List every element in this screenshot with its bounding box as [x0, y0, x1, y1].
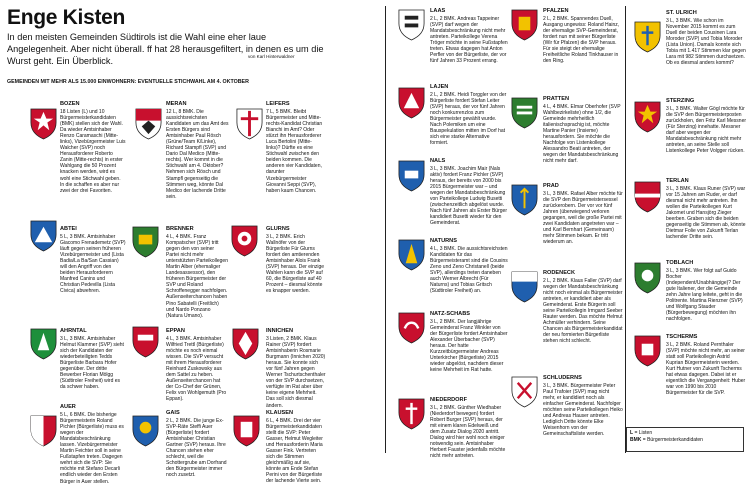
- entry-title: BRENNER: [166, 226, 194, 232]
- legend-value: = Bürgermeisterkandidaten: [642, 437, 703, 443]
- entry-text: 2 L, 2 BMK. Die junge Ex-SVP-Räte Steffi Auer (Bürgerliste) fordert Amtsinhaber Christian Gartner (SVP) heraus. Ihre Chancen stehen eher schlecht, weil die Schottergrube am Dorfrand den Bürgermeister immer noch zusetzt.: [166, 417, 227, 479]
- crest-leifers-icon: [235, 107, 264, 140]
- entry-text: 3 L, 3 BMK. Wie schon im November 2015 kommt es zum Duell der beiden Cousinen Lara Moroder (SVP) und Tobia Moroder (Lista Union). Damals konnte sich Tobia mit 1.417 Stimmen klar gegen Lara mit 982 Stimmen durchsetzen. Ob es diesmal anders kommt?: [666, 17, 746, 67]
- entry-pfalzen: [543, 8, 623, 92]
- entry-text: 4 L, 3 BMK. Amtsinhaber Wilfried Trettl (Bürgerliste) möchte es noch einmal wissen. Die SVP versucht mit ihrem Herausforderer Reinhard Zuskowsky aus dem Sattel zu heben. Außenseiterchancen hat der Co-Chef der Grünen, Felix von Wohlgemuth (Pro Eppan).: [166, 335, 227, 403]
- entry-text: 3 L, 3 BMK. Wer folgt auf Guido Bocher (Independent/Unabhängige)? Der gute Italiener, der die Gemeinde zehn Jahre lang leitete, geht in die Politrente. Martina Rienzner (SVP) und Wolfgang Stauder (Bürgerbewegung) möchten ihn nachfolgen.: [666, 267, 743, 323]
- entry-text: 5 L, 3 BMK. Amtsinhaber Giacomo Frenademetz (SVP) läuft gegen seinen früheren Vizebürgermeister und (Lista Badia/La Ba/San Cassian) will den Angriff von den beiden Herausforderern Manfred Canins und Christian Pedevilla (Lista Civica) abwehren.: [60, 233, 126, 295]
- entry-bozen: [60, 101, 126, 194]
- crest-tscherms-icon: [633, 334, 662, 367]
- entry-text: 3 L, 2 BMK. Roland Pernthaler (SVP) möchte nicht mehr, an seiner statt soll Parteikollegin Astrid Kuprian Bürgermeisterin werden. Kurt Hutner von Zukunft Tscherms hat etwas dagegen. Dabei ist er eigentlich die Vergangenheit: Huber war von 1990 bis 2010 Bürgermeister für die SVP.: [666, 341, 746, 397]
- entry-innichen: [266, 328, 326, 408]
- entry-title: MERAN: [166, 101, 187, 107]
- entry-leifers: [266, 101, 326, 216]
- entry-terlan: [666, 178, 747, 258]
- entry-title: TSCHERMS: [666, 334, 698, 340]
- crest-brenner-icon: [131, 225, 160, 258]
- entry-title: EPPAN: [166, 328, 185, 334]
- entry-naturns: [430, 238, 508, 308]
- entry-title: GLURNS: [266, 226, 290, 232]
- crest-toblach-icon: [633, 261, 662, 294]
- column-divider: [625, 6, 626, 453]
- entry-nals: [430, 158, 508, 236]
- crest-meran-icon: [134, 107, 163, 140]
- entry-text: 3 Listen, 2 BMK. Klaus Rainer (SVP) fordert Amtsinhaberin Rosmarie Burgmann (Innichen 2020) heraus. Sie konnte sich vor fünf Jahren gegen Werner Tschurtschenthaler von der SVP durchsetzen, verfügte im Rat aber über keine eigene Mehrheit. Das soll sich diesmal ändern.: [266, 335, 326, 409]
- crest-pfatten-icon: [510, 96, 539, 129]
- crest-nals-icon: [397, 159, 426, 192]
- crest-lajen-icon: [397, 86, 426, 119]
- entry-text: 3 L, 3 BMK. Walter Gögl möchte für die SVP den Bürgermeisterposten zurückholen, den Fritz Karl Messner (Für Sterzing) innehatte. Messner darf aber wegen der Mandatsbeschränkung nicht mehr antreten, an seine Stelle soll Listenkollege Peter Volgger rücken.: [666, 105, 747, 155]
- entry-title: LAAS: [430, 8, 446, 14]
- entry-title: TOBLACH: [666, 260, 694, 266]
- crest-auer-icon: [29, 414, 58, 447]
- legend-box: [626, 427, 744, 452]
- section-subhead: GEMEINDEN MIT MEHR ALS 15.000 EINWOHNERN: EVENTUELLE STICHWAHL AM 4. OKTOBER: [7, 79, 249, 85]
- entry-title: NATURNS: [430, 238, 457, 244]
- crest-bozen-icon: [29, 107, 58, 140]
- entry-lajen: [430, 84, 508, 156]
- crest-ahrntal-icon: [29, 327, 58, 360]
- entry-glurns: [266, 226, 326, 322]
- entry-text: 3 L, 3 BMK. Bürgermeister Peter Paul Trafoier (SVP) mag nicht mehr, er kandidiert noch als einfacher Gemeinderat. Nachfolger möchten seine Parteikollegen Heiko und Andreas Hauser antreten. Lediglich Dritte könnte Elke Weisenhorn von der Gemeinschaftsliste werden.: [543, 382, 623, 438]
- crest-eppan-icon: [131, 325, 160, 358]
- entry-rodeneck: [543, 270, 623, 371]
- entry-text: 3 L, 3 BMK. Amtsinhaber Helmut Klammer (SVP) sieht sich der Kandidaten der wiederbeteiligten Tedds Bürgerliste Barbara Hofer gegenüber. Der dritte Bewerber Florian Mölgg (Südtiroler Freiheit) wird es da schwer haben.: [60, 335, 124, 391]
- entry-title: STERZING: [666, 98, 695, 104]
- entry-klausen: [266, 410, 326, 485]
- crest-innichen-icon: [231, 327, 260, 360]
- crest-natz-schabs-icon: [397, 311, 426, 344]
- entry-text: 5 L, 6 BMK. Die bisherige Bürgermeisterin Roland Pichler (Bürgerliste) muss es wegen der Mandatsbeschränkung lassen. Vizebürgermeister Martin Feichter soll in seine Fußstapfen treten. Dagegen wehrt sich die SVP: Sie möchte mit Stefano Decarli endlich wieder den Ersten Bürger in Auer stellen.: [60, 411, 124, 485]
- entry-brenner: [166, 226, 228, 322]
- entry-title: PRATTEN: [543, 96, 569, 102]
- entry-title: BOZEN: [60, 101, 80, 107]
- entry-text: 2 L, 2 BMK. Spannendes Duell, Ausgang ungewiss: Roland Hainz, der ehemalige SVP-Gemeinderat, fordert nun mit seiner Bürgerliste (Wir für Pfalzen) die SVP heraus. Für sie steigt der ehemalige Freiheitliche Roland Tinkhauser in den Ring.: [543, 15, 620, 65]
- entry-prad: [543, 183, 623, 267]
- entry-text: 7 L, 5 BMK. Bleibt Bürgermeister und Mitte-rechts-Kandidat Christian Bianchi im Amt? Oder stürzt ihn Herausforderer Luca Bertolini (Mitte-links)? Dürfte es eine Stichwahl zwischen den beiden kommen. Die anderen vier Kandidaten, darunter Vizebürgermeister Giovanni Seppi (SVP), haben kaum Chancen.: [266, 108, 323, 194]
- crest-pfalzen-icon: [510, 8, 539, 41]
- entry-text: 3 L, 2 BMK. Günther Wiedhaber (Niederdorf bewegen) fordert Robert Burger (SVP) heraus, der mit einem klaren Edelweiß und dem Zusatz Dialog 2020 antritt. Dialog wird hier wohl noch einiger notwendig sein. Amtsinhaber Herbert Fauster jedenfalls möchte nicht mehr antreten.: [430, 404, 506, 460]
- crest-gais-icon: [131, 414, 160, 447]
- entry-text: 2 L, 2 BMK. Andreas Tappeiner (SVP) darf wegen der Mandatsbeschränkung nicht mehr antreten. Parteikollege Verena Tröger möchte in seine Fußstapfen treten. Etwas dagegen hat Anton Perfler von der Bürgerliste, der vor fünf Jahren 33 Prozent errang.: [430, 15, 508, 65]
- legend-row: [630, 430, 740, 437]
- entry-tscherms: [666, 334, 747, 424]
- entry-title: ST. ULRICH: [666, 10, 697, 16]
- entry-abtei: [60, 226, 126, 322]
- crest-glurns-icon: [230, 224, 259, 257]
- crest-terlan-icon: [633, 180, 662, 213]
- entry-title: INNICHEN: [266, 328, 294, 334]
- entry-text: 3 L, 2 BMK. Der langjährige Gemeinderat Franz Winkler von der Bürgerliste fordert Amtsinhaber Alexander Überbacher (SVP) heraus. Der hatte Kurzzeitbürgermeister Andreas Unterkircher (Bürgerliste) 2015 wieder abgelöst, nachdem dieser keine Mehrheit im Rat hatte.: [430, 318, 508, 374]
- crest-sterzing-icon: [633, 100, 662, 133]
- entry-text: 4 L, 3 BMK. Die aussichtsreichsten Kandidaten für das Bürgermeisteramt sind die Cousins Zeno und Zeno Christanell (beide SVP), allerdings treten daneben auch Werner Albrecht (Für Naturns) und Tobias Gritsch (Südtiroler Freiheit) an.: [430, 245, 508, 295]
- entry-auer: [60, 404, 126, 485]
- entry-niederdorf: [430, 397, 508, 460]
- legend-row: [630, 437, 740, 444]
- entry-schluderns: [543, 375, 623, 454]
- entry-sterzing: [666, 98, 747, 176]
- entry-st-ulrich: [666, 10, 747, 96]
- entry-text: 4 L, 4 BMK. Elmar Oberhofer (SVP Wahlbezirkeliste) ohne 1/2, die Gemeinde mehrheitlich italienischsprachig ist, möchte Martine Panier (Insieme) herausfordern. Sie möchte die Nachfolge von Listenkollege Alessandro Beati antreten, der wegen der Mandatsbeschränkung nicht mehr darf.: [543, 103, 621, 165]
- entry-gais: [166, 410, 228, 479]
- crest-abtei-icon: [29, 219, 58, 252]
- column-divider: [385, 6, 386, 453]
- entry-title: KLAUSEN: [266, 410, 294, 416]
- entry-text: 6 L, 4 BMK. Drei der vier Bürgermeisterkandidaten stellt die SVP: Peter Gasser, Helmut Wegleiter und Herausforderin Maria Gasser Fink. Vertreten sich die Stimmen gleichmäßig auf sie, könnte am Ende Stefan Perini von der Bürgerliste der lachende Vierte sein.: [266, 417, 323, 485]
- headline: Enge Kisten: [7, 6, 126, 29]
- crest-niederdorf-icon: [397, 397, 426, 430]
- entry-text: 3 L, 3 BMK. Rafael Alber möchte für die SVP den Bürgermeistersessel zurückerobern. Der vor vor fünf Jahren (überwiegend verloren gegangen, weil die große Partei mit zwei Kandidaten angetreten war – und Karl Bernhart (Gemeinsam) mehr Stimmen bekam. Er tritt wiederum an.: [543, 190, 623, 246]
- crest-naturns-icon: [397, 238, 426, 271]
- entry-text: 3 L, 3 BMK. Joachim Mair (Nals aktiv) fordert Franz Pichler (SVP) heraus, der bereits von 2000 bis 2015 Bürgermeister war – und wegen der Mandatsbeschränkung von Parteikollege Ludwig Busetti (zwischenzeitlich abgelöst wurde. Nach fünf Jahren als Erster Bürger kandidiert Busetti wieder für den Gemeinderat.: [430, 165, 507, 227]
- entry-toblach: [666, 260, 747, 332]
- entry-text: 12 L, 8 BMK. Die aussichtsreichsten Kandidaten um das Amt des Ersten Bürgers sind Amtsinhaber Paul Rösch (Grüne/Team K/Linke), Richard Stampfl (SVP) und Dario Dal Medico (Mitte-rechts). Wer kommt in die Stichwahl am 4. Oktober? Nehmen sich Rösch und Stampfl gegenseitig die Stimmen weg, könnte Dal Medico der lachende Dritte sein.: [166, 108, 229, 200]
- entry-title: SCHLUDERNS: [543, 375, 582, 381]
- entry-natz-schabs: [430, 311, 508, 394]
- entry-text: 3 L, 2 BMK. Erich Wallnöfer von der Bürgerliste Für Glurns fordert den amtierenden Amtsinhaber Alois Frank (SVP) heraus. Der einzige Wahlen kann die SVP auf 60, die Bürgerliste auf 40 Prozent – diesmal könnte es knapper werden.: [266, 233, 325, 295]
- entry-laas: [430, 8, 508, 81]
- entry-meran: [166, 101, 231, 216]
- entry-title: LEIFERS: [266, 101, 290, 107]
- entry-title: AHRNTAL: [60, 328, 87, 334]
- entry-eppan: [166, 328, 228, 408]
- legend-key: BMK: [630, 437, 642, 443]
- entry-text: 2 L, 2 BMK. Klaus Faller (SVP) darf wegen der Mandatsbeschränkung nicht noch einmal als Bürgermeister antreten, er kandidiert aber als Gemeinderat. Erste Bürgerin soll seine Parteikollegin Irmgard Seeber Rauter werden. Das möchte Helmut Achmüller verhindern. Seine Chancen als Bürgermeisterkandidat der neu formierten Bürgerliste stehen nicht schlecht.: [543, 277, 623, 345]
- entry-pfatten: [543, 96, 623, 180]
- entry-title: AUER: [60, 404, 76, 410]
- crest-laas-icon: [397, 8, 426, 41]
- entry-title: LAJEN: [430, 84, 449, 90]
- crest-st-ulrich-icon: [633, 20, 662, 53]
- entry-title: TERLAN: [666, 178, 689, 184]
- lead-paragraph: In den meisten Gemeinden Südtirols ist die Wahl eine eher laue Angelegenheit. Aber nicht überall. ff hat 28 herausgefiltert, in denen es um die Wurst geht. Ein Überblick.: [7, 32, 324, 66]
- entry-title: GAIS: [166, 410, 180, 416]
- entry-text: 4 L, 4 BMK. Franz Kompatscher (SVP) tritt gegen den von seiner Partei nicht mehr unterstützten Parteikollegen Martin Alber (ehemaliger Landesassessor), den früheren Bürgermeister der SVP und Roland Schroffenegger nachfolgen. Außenseiterchancen haben Pino Sabatelli (Freitlich) und Nardo Ponzano (Natura Umano).: [166, 233, 228, 319]
- legend-key: L: [630, 430, 634, 436]
- entry-text: 3 L, 3 BMK. Klaus Runer (SVP) war vor 15 Jahren am Ruder, er darf diesmal nicht mehr antreten. Ihn wollen die Parteikollegen Kurt Jakomet und Hansjörg Zieger beerben. Graben sich die beiden gegenseitig die Stimmen ab, könnte Dietmar Folie von Zukunft Terlan lachender Dritte sein.: [666, 185, 746, 241]
- entry-text: 18 Listen (L) und 10 Bürgermeisterkandidaten (BMK) stellen sich der Wahl. Da wieder Amtsinhaber Renzo Caramaschi (Mitte-links), Vizebürgermeister Luis Walcher (SVP) noch Herausforderer Roberto Zanin (Mitte-rechts) in erster Wahlgang die 50 Prozent knacken werden, wird es wohl eine Stichwahl geben. In die schaffen es aber nur zwei der drei Favoriten.: [60, 108, 126, 194]
- entry-title: RODENECK: [543, 270, 576, 276]
- entry-title: NATZ-SCHABS: [430, 311, 470, 317]
- crest-prad-icon: [510, 183, 539, 216]
- entry-text: 2 L, 2 BMK. Heidi Torggler von der Bürgerliste fordert Stefan Leiter (SVP) heraus, der vor fünf Jahren noch konkurrenzlos zum Bürgermeister gewählt wurde. Nach Polemiken um eine Bauspekulation mitten im Dorf hat sich eine starke Alternative formiert.: [430, 91, 507, 147]
- crest-schluderns-icon: [510, 375, 539, 408]
- entry-title: NALS: [430, 158, 446, 164]
- entry-title: NIEDERDORF: [430, 397, 467, 403]
- byline: von Karl Hinterwaldner: [248, 54, 295, 59]
- entry-title: PFALZEN: [543, 8, 569, 14]
- entry-title: ABTEI: [60, 226, 77, 232]
- crest-rodeneck-icon: [510, 270, 539, 303]
- entry-title: PRAD: [543, 183, 559, 189]
- crest-klausen-icon: [232, 414, 261, 447]
- entry-ahrntal: [60, 328, 126, 408]
- legend-value: = Listen: [634, 430, 653, 436]
